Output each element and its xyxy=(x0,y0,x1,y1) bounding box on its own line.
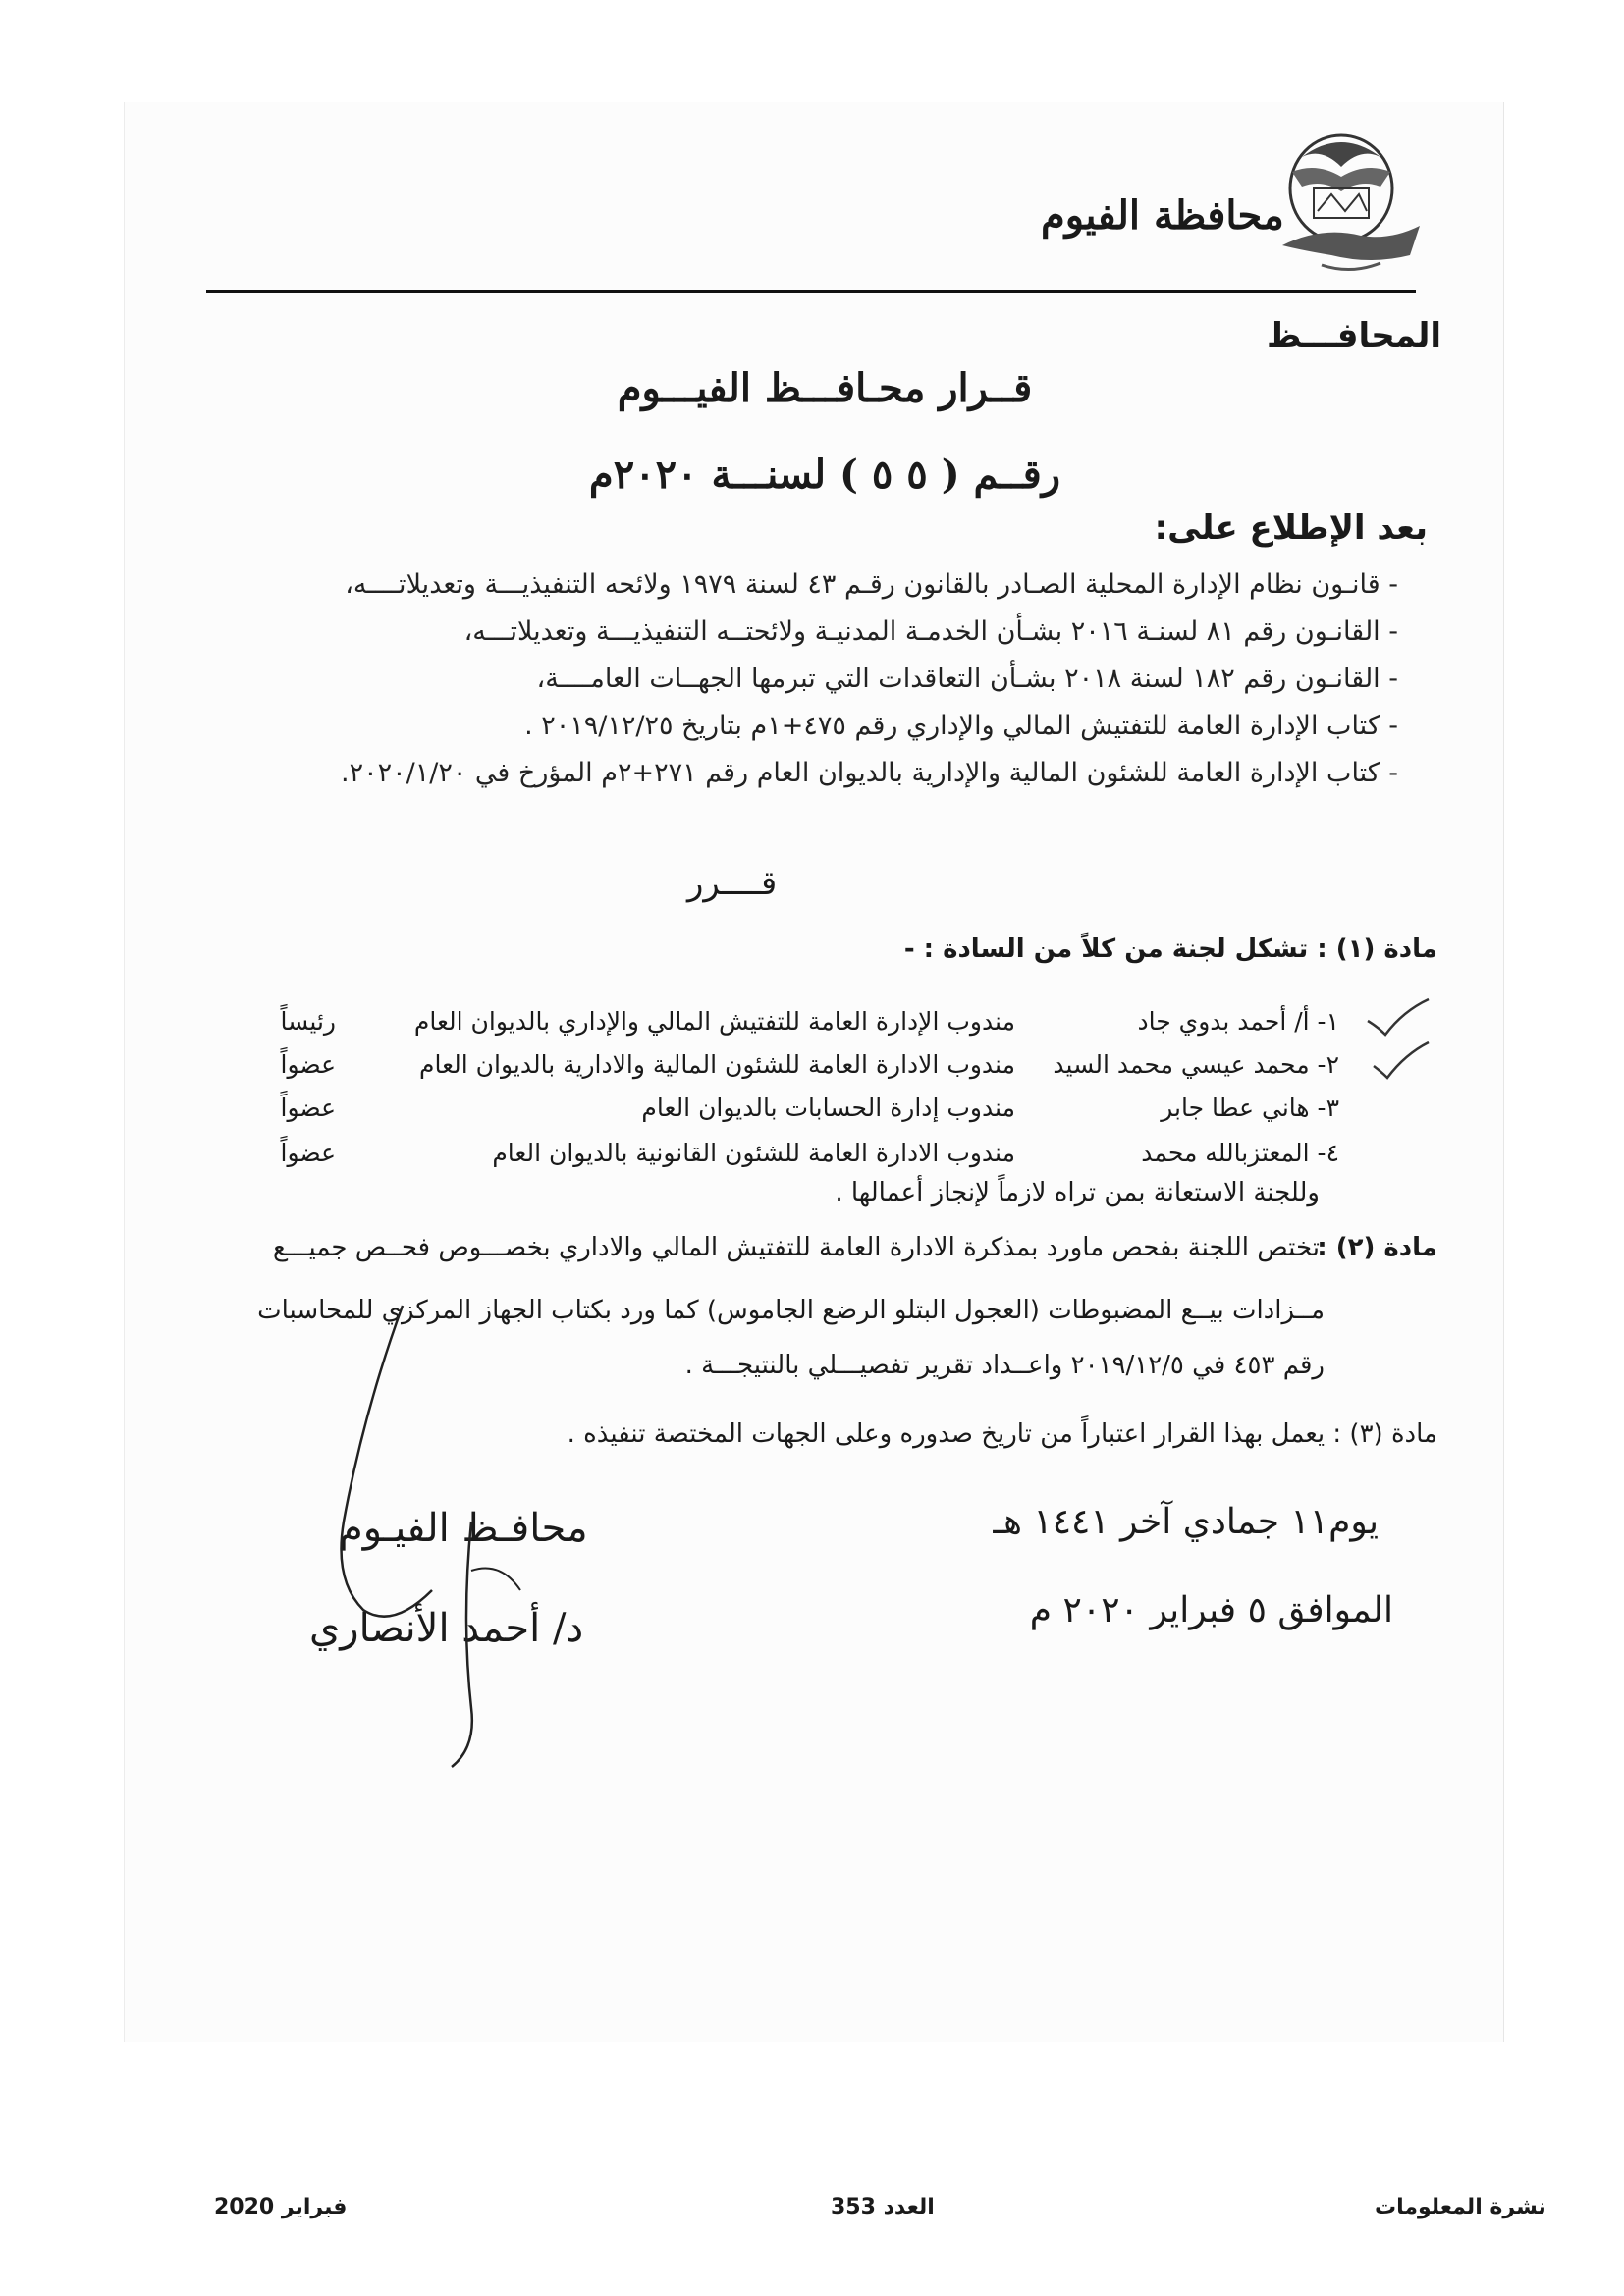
member-name: ١- أ/ أحمد بدوي جاد xyxy=(1137,1007,1339,1036)
governorate-emblem-icon xyxy=(1263,118,1430,285)
member-role: عضواً xyxy=(280,1050,336,1079)
member-name: ٣- هاني عطا جابر xyxy=(1161,1094,1339,1122)
preamble-item: - القانـون رقم ٨١ لسنـة ٢٠١٦ بشـأن الخدمـة المدنيـة ولائحتــه التنفيذيـــة وتعديلاتـــه، xyxy=(463,616,1398,647)
member-representation: مندوب الإدارة العامة للتفتيش المالي والإداري بالديوان العام xyxy=(413,1007,1015,1036)
member-representation: مندوب إدارة الحسابات بالديوان العام xyxy=(641,1094,1015,1122)
article-2-line: تختص اللجنة بفحص ماورد بمذكرة الادارة العامة للتفتيش المالي والاداري بخصـــوص فحــص جميـــع xyxy=(272,1233,1320,1262)
member-name: ٢- محمد عيسي محمد السيد xyxy=(1053,1050,1339,1079)
preamble-item: - القانـون رقم ١٨٢ لسنة ٢٠١٨ بشـأن التعاقدات التي تبرمها الجهــات العامــــة، xyxy=(536,664,1398,694)
member-role: رئيساً xyxy=(280,1007,336,1036)
footer-publication: نشرة المعلومات xyxy=(1375,2195,1546,2219)
article-3-text: مادة (٣) : يعمل بهذا القرار اعتباراً من تاريخ صدوره وعلى الجهات المختصة تنفيذه . xyxy=(567,1419,1437,1449)
decree-number: رقــم ( ٥ ٥ ) لسنـــة ٢٠٢٠م xyxy=(588,452,1061,498)
decree-title: قــرار محـافـــظ الفيـــوم xyxy=(617,365,1033,411)
hijri-date: يوم١١ جمادي آخر ١٤٤١ هـ xyxy=(993,1502,1379,1542)
member-role: عضواً xyxy=(280,1139,336,1167)
gregorian-date: الموافق ٥ فبراير ٢٠٢٠ م xyxy=(1029,1590,1393,1630)
preamble-item: - قانـون نظام الإدارة المحلية الصـادر بالقانون رقـم ٤٣ لسنة ١٩٧٩ ولائحه التنفيذيـــة وتعديلاتــــه، xyxy=(345,569,1398,600)
member-representation: مندوب الادارة العامة للشئون المالية والادارية بالديوان العام xyxy=(419,1050,1015,1079)
handwritten-check-icon xyxy=(1360,993,1438,1082)
member-representation: مندوب الادارة العامة للشئون القانونية بالديوان العام xyxy=(492,1139,1015,1167)
handwritten-signature-icon xyxy=(324,1296,540,1787)
header-divider xyxy=(206,290,1416,293)
article-1-heading: مادة (١) : تشكل لجنة من كلاً من السادة : - xyxy=(903,934,1437,964)
footer-date: فبراير 2020 xyxy=(214,2195,348,2219)
article-1-note: وللجنة الاستعانة بمن تراه لازماً لإنجاز أعمالها . xyxy=(835,1178,1320,1207)
decided-heading: قــــرر xyxy=(687,864,778,903)
article-2-line: رقم ٤٥٣ في ٢٠١٩/١٢/٥ واعــداد تقرير تفصيـــلي بالنتيجـــة . xyxy=(684,1351,1325,1380)
article-2-lead: مادة (٢) : xyxy=(1317,1233,1437,1262)
preamble-item: - كتاب الإدارة العامة للتفتيش المالي والإداري رقم ٤٧٥+١م بتاريخ ٢٠١٩/١٢/٢٥ . xyxy=(524,711,1398,741)
signatory-name: د/ أحمد الأنصاري xyxy=(309,1606,584,1651)
article-2-line: مــزادات بيــع المضبوطات (العجول البتلو الرضع الجاموس) كما ورد بكتاب الجهاز المركزي للمحاسبات xyxy=(257,1296,1325,1325)
member-role: عضواً xyxy=(280,1094,336,1122)
governorate-name: محافظة الفيوم xyxy=(1041,192,1284,239)
member-name: ٤- المعتزبالله محمد xyxy=(1141,1139,1339,1167)
office-label: المحافـــظ xyxy=(1267,316,1442,355)
preamble-item: - كتاب الإدارة العامة للشئون المالية والإدارية بالديوان العام رقم ٢٧١+٢م المؤرخ في ٢٠٢٠/١/٢٠. xyxy=(341,758,1398,788)
signatory-title: محافـظ الفيـوم xyxy=(339,1506,588,1551)
preamble-heading: بعد الإطلاع على: xyxy=(1154,508,1428,548)
footer-issue: العدد 353 xyxy=(831,2195,935,2219)
